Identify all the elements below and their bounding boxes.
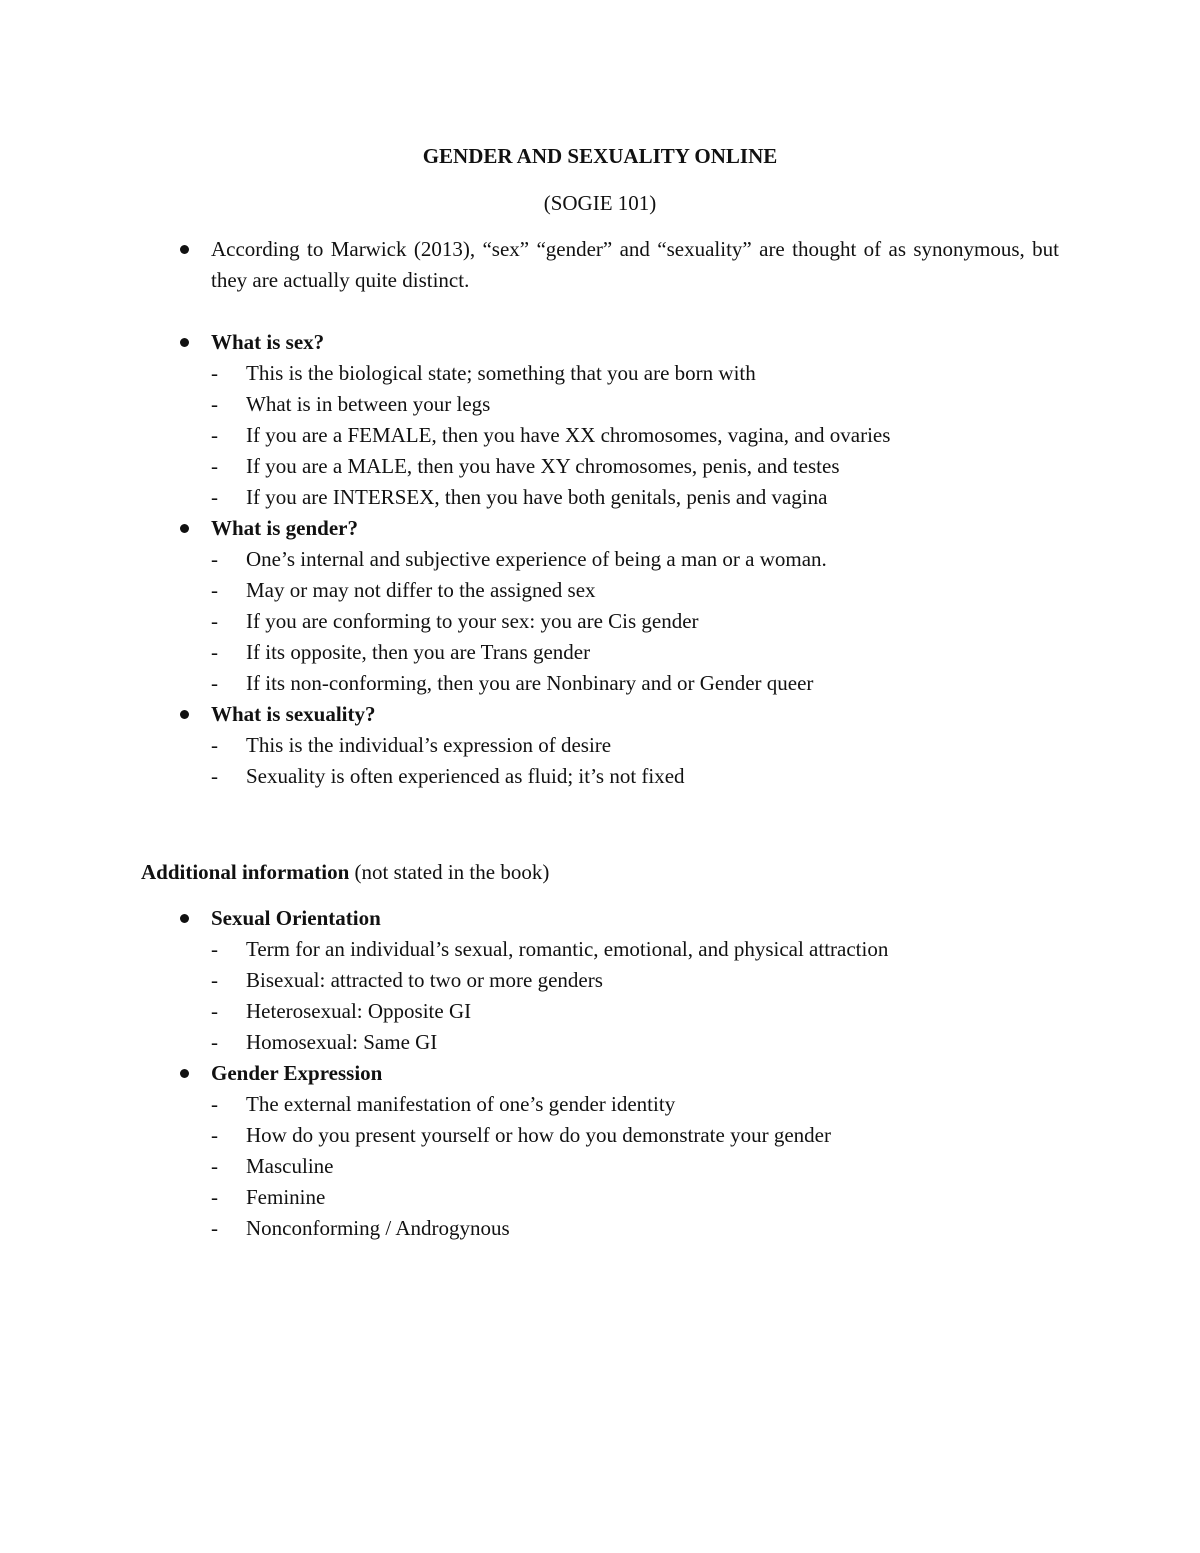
dash-marker: - xyxy=(211,968,218,992)
list-item: This is the biological state; something that you are born with xyxy=(246,361,756,385)
dash-marker: - xyxy=(211,671,218,695)
bullet-icon xyxy=(180,1069,189,1078)
dash-marker: - xyxy=(211,361,218,385)
list-item: Masculine xyxy=(246,1154,334,1178)
dash-marker: - xyxy=(211,764,218,788)
additional-information-heading xyxy=(141,857,549,888)
bullet-icon xyxy=(180,245,189,254)
list-item: Feminine xyxy=(246,1185,326,1209)
bullet-icon xyxy=(180,338,189,347)
dash-marker: - xyxy=(211,454,218,478)
bullet-icon xyxy=(180,914,189,923)
additional-heading-bold: Additional information xyxy=(141,860,350,884)
list-item: May or may not differ to the assigned sex xyxy=(246,578,596,602)
dash-marker: - xyxy=(211,1123,218,1147)
dash-marker: - xyxy=(211,999,218,1023)
list-item: The external manifestation of one’s gender identity xyxy=(246,1092,676,1116)
list-item: Homosexual: Same GI xyxy=(246,1030,438,1054)
list-item: Heterosexual: Opposite GI xyxy=(246,999,472,1023)
list-item: Nonconforming / Androgynous xyxy=(246,1216,510,1240)
section-heading-sexual-orientation: Sexual Orientation xyxy=(211,906,381,930)
section-heading-gender-expression: Gender Expression xyxy=(211,1061,383,1085)
document-subtitle: (SOGIE 101) xyxy=(543,191,657,215)
dash-marker: - xyxy=(211,640,218,664)
dash-marker: - xyxy=(211,485,218,509)
list-item: One’s internal and subjective experience of being a man or a woman. xyxy=(246,547,827,571)
intro-paragraph: According to Marwick (2013), “sex” “gender” and “sexuality” are thought of as synonymous, but they are actually quite distinct. xyxy=(211,237,1059,292)
list-item: Sexuality is often experienced as fluid; it’s not fixed xyxy=(246,764,685,788)
additional-heading-note: (not stated in the book) xyxy=(349,860,550,884)
list-item: Bisexual: attracted to two or more genders xyxy=(246,968,603,992)
list-item: If its opposite, then you are Trans gender xyxy=(246,640,591,664)
list-item: If its non-conforming, then you are Nonbinary and or Gender queer xyxy=(246,671,814,695)
dash-marker: - xyxy=(211,1092,218,1116)
dash-marker: - xyxy=(211,733,218,757)
dash-marker: - xyxy=(211,1185,218,1209)
dash-marker: - xyxy=(211,1030,218,1054)
list-item: If you are a FEMALE, then you have XX chromosomes, vagina, and ovaries xyxy=(246,423,891,447)
list-item: What is in between your legs xyxy=(246,392,491,416)
list-item: How do you present yourself or how do you demonstrate your gender xyxy=(246,1123,831,1147)
list-item: Term for an individual’s sexual, romantic, emotional, and physical attraction xyxy=(246,937,889,961)
bullet-icon xyxy=(180,524,189,533)
section-heading-sex: What is sex? xyxy=(211,330,325,354)
dash-marker: - xyxy=(211,1216,218,1240)
list-item: If you are INTERSEX, then you have both genitals, penis and vagina xyxy=(246,485,828,509)
list-item: If you are a MALE, then you have XY chromosomes, penis, and testes xyxy=(246,454,840,478)
bullet-icon xyxy=(180,710,189,719)
dash-marker: - xyxy=(211,423,218,447)
dash-marker: - xyxy=(211,392,218,416)
dash-marker: - xyxy=(211,547,218,571)
section-heading-sexuality: What is sexuality? xyxy=(211,702,376,726)
list-item: This is the individual’s expression of desire xyxy=(246,733,612,757)
dash-marker: - xyxy=(211,1154,218,1178)
document-title: GENDER AND SEXUALITY ONLINE xyxy=(422,144,778,168)
dash-marker: - xyxy=(211,578,218,602)
list-item: If you are conforming to your sex: you are Cis gender xyxy=(246,609,699,633)
dash-marker: - xyxy=(211,937,218,961)
section-heading-gender: What is gender? xyxy=(211,516,358,540)
dash-marker: - xyxy=(211,609,218,633)
